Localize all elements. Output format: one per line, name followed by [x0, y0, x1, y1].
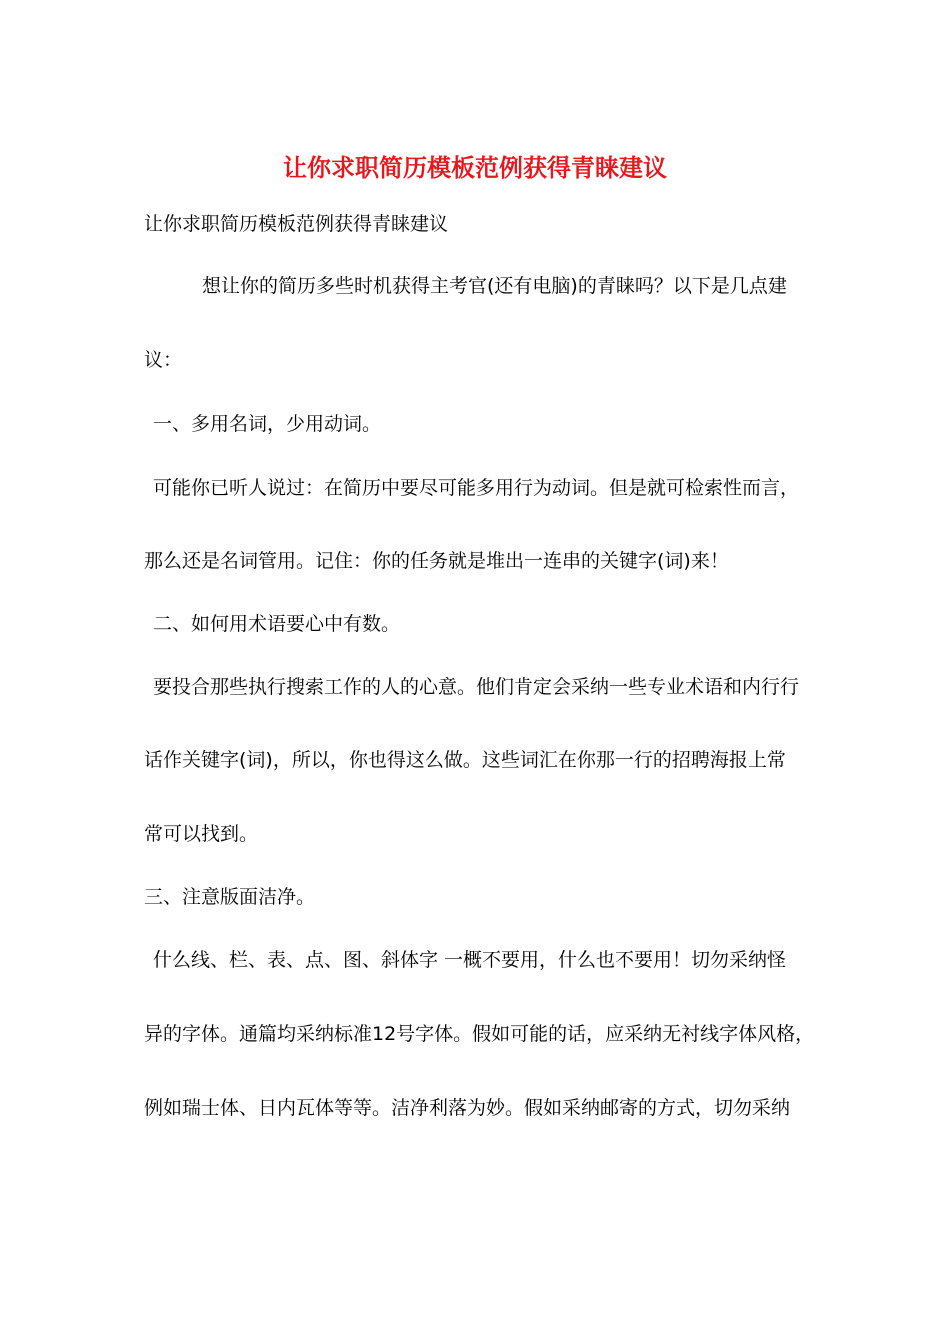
paragraph-line: 话作关键字(词)，所以，你也得这么做。这些词汇在你那一行的招聘海报上常	[144, 749, 786, 771]
section-heading-3: 三、注意版面洁净。	[144, 886, 316, 908]
paragraph-line: 异的字体。通篇均采纳标准12号字体。假如可能的话，应采纳无衬线字体风格，	[144, 1023, 815, 1045]
paragraph-line: 要投合那些执行搜索工作的人的心意。他们肯定会采纳一些专业术语和内行行	[153, 676, 800, 698]
paragraph-line: 什么线、栏、表、点、图、斜体字 一概不要用，什么也不要用！切勿采纳怪	[153, 949, 787, 971]
section-heading-2: 二、如何用术语要心中有数。	[153, 613, 401, 635]
paragraph-line: 例如瑞士体、日内瓦体等等。洁净利落为妙。假如采纳邮寄的方式，切勿采纳	[144, 1097, 791, 1119]
paragraph-line: 议：	[144, 349, 183, 371]
document-title: 让你求职简历模板范例获得青睐建议	[283, 153, 667, 182]
paragraph-line: 可能你已听人说过：在简历中要尽可能多用行为动词。但是就可检索性而言，	[153, 477, 800, 499]
document-subtitle: 让你求职简历模板范例获得青睐建议	[144, 213, 449, 235]
section-heading-1: 一、多用名词，少用动词。	[153, 413, 382, 435]
paragraph-line: 常可以找到。	[144, 823, 259, 845]
paragraph-line: 那么还是名词管用。记住：你的任务就是堆出一连串的关键字(词)来！	[144, 550, 729, 572]
paragraph-line: 想让你的简历多些时机获得主考官(还有电脑)的青睐吗？以下是几点建	[202, 275, 787, 297]
